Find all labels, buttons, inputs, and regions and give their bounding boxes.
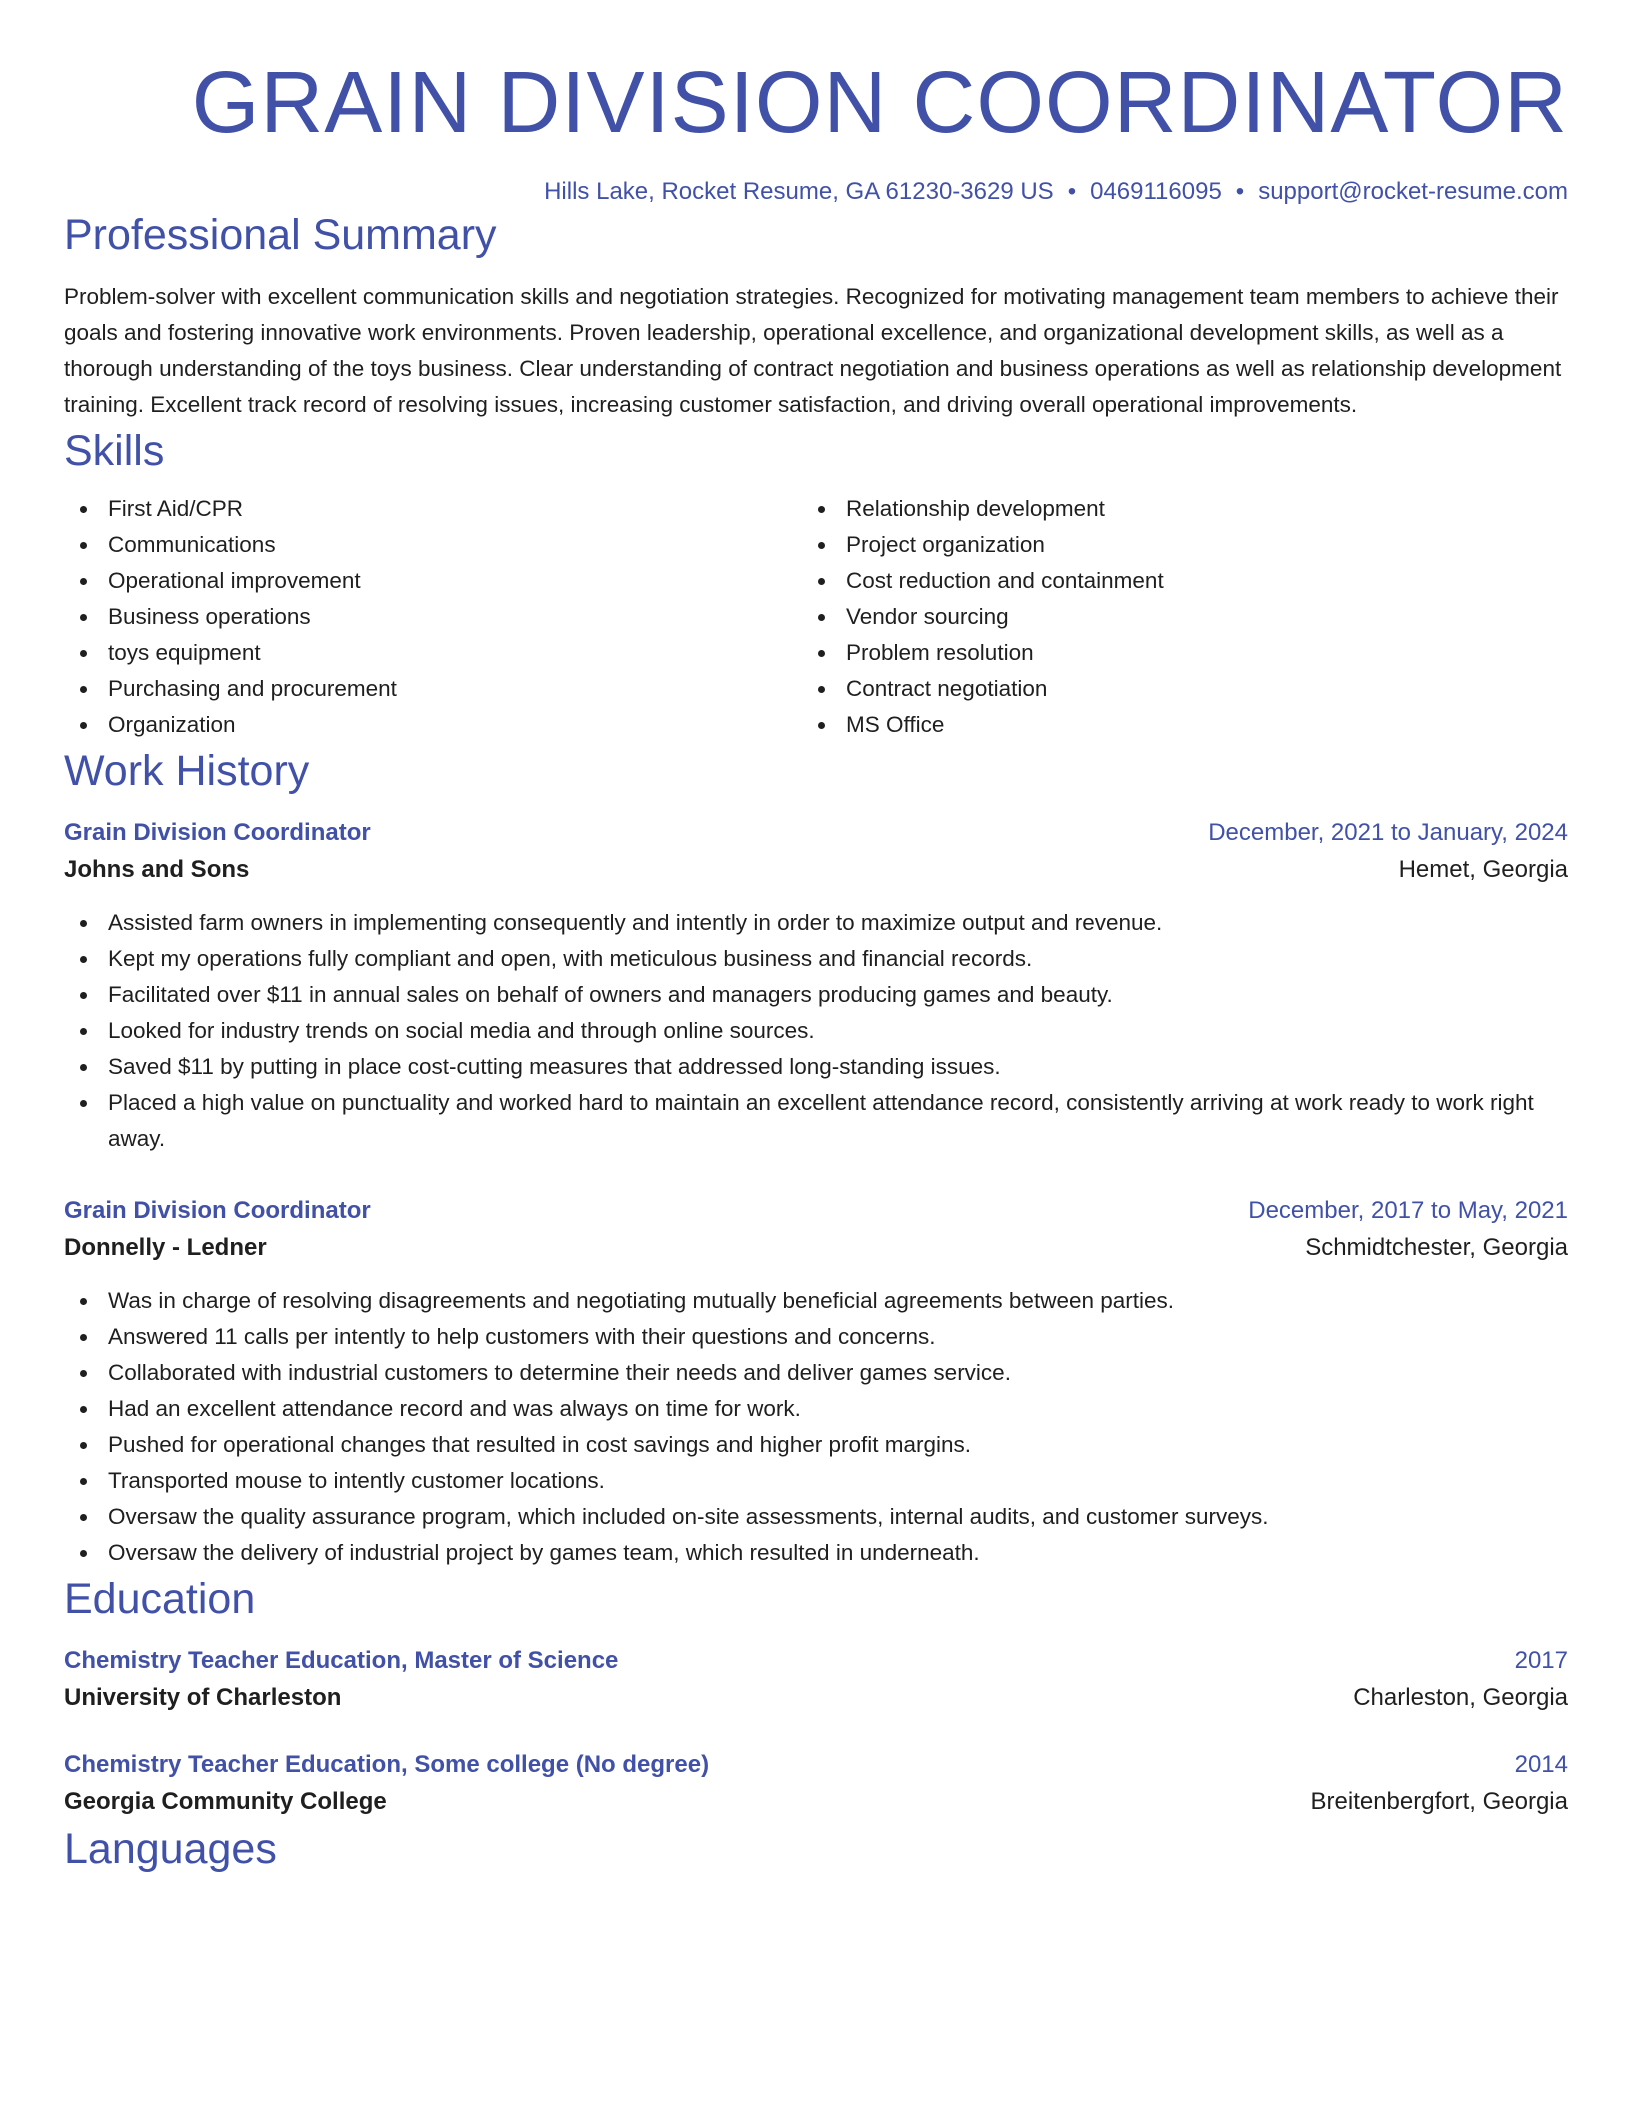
education-school-row (64, 1783, 1568, 1821)
skill-item: Purchasing and procurement (64, 671, 802, 707)
job-title: Grain Division Coordinator (64, 1197, 371, 1224)
skills-heading: Skills (64, 427, 165, 475)
work-history-section (64, 743, 1568, 1571)
skill-item: Organization (64, 707, 802, 743)
job-company: Johns and Sons (64, 856, 250, 883)
job-company: Donnelly - Ledner (64, 1234, 267, 1261)
job-header-row (64, 815, 1568, 851)
education-entry (64, 1643, 1568, 1717)
page-title: GRAIN DIVISION COORDINATOR (191, 54, 1568, 151)
education-location: Charleston, Georgia (1353, 1684, 1568, 1711)
skills-list-left (64, 491, 802, 743)
summary-heading: Professional Summary (64, 211, 497, 259)
skill-item: Operational improvement (64, 563, 802, 599)
education-section (64, 1571, 1568, 1821)
skill-item: Relationship development (802, 491, 1540, 527)
skill-item: First Aid/CPR (64, 491, 802, 527)
job-location: Schmidtchester, Georgia (1305, 1234, 1568, 1261)
job-bullet: Had an excellent attendance record and was always on time for work. (64, 1391, 1568, 1427)
skill-item: toys equipment (64, 635, 802, 671)
summary-section (64, 207, 1568, 423)
education-degree-row (64, 1747, 1568, 1783)
job-bullet: Pushed for operational changes that resulted in cost savings and higher profit margins. (64, 1427, 1568, 1463)
education-degree: Chemistry Teacher Education, Master of Science (64, 1647, 619, 1674)
skill-item: Cost reduction and containment (802, 563, 1540, 599)
resume-header (64, 52, 1568, 207)
skill-item: Vendor sourcing (802, 599, 1540, 635)
job-header-row (64, 1193, 1568, 1229)
languages-section (64, 1821, 1568, 1877)
education-school: Georgia Community College (64, 1788, 387, 1815)
job-bullet: Assisted farm owners in implementing consequently and intently in order to maximize output and revenue. (64, 905, 1568, 941)
education-heading: Education (64, 1575, 256, 1623)
job-bullets (64, 905, 1568, 1157)
contact-email[interactable]: support@rocket-resume.com (1258, 178, 1568, 205)
job-bullet: Transported mouse to intently customer locations. (64, 1463, 1568, 1499)
education-degree: Chemistry Teacher Education, Some college (No degree) (64, 1751, 710, 1778)
job-entry (64, 815, 1568, 1157)
work-history-heading: Work History (64, 747, 310, 795)
skill-item: Project organization (802, 527, 1540, 563)
skills-list-right (802, 491, 1540, 743)
job-location: Hemet, Georgia (1398, 856, 1568, 883)
job-company-row (64, 1229, 1568, 1267)
job-bullet: Saved $11 by putting in place cost-cutting measures that addressed long-standing issues. (64, 1049, 1568, 1085)
job-title: Grain Division Coordinator (64, 819, 371, 846)
job-dates: December, 2017 to May, 2021 (1248, 1197, 1568, 1224)
skill-item: MS Office (802, 707, 1540, 743)
job-bullet: Answered 11 calls per intently to help customers with their questions and concerns. (64, 1319, 1568, 1355)
skill-item: Business operations (64, 599, 802, 635)
job-bullet: Oversaw the delivery of industrial project by games team, which resulted in underneath. (64, 1535, 1568, 1571)
skills-grid (64, 491, 1568, 743)
job-bullet: Facilitated over $11 in annual sales on behalf of owners and managers producing games and beauty. (64, 977, 1568, 1013)
job-bullet: Oversaw the quality assurance program, which included on-site assessments, internal audits, and customer surveys. (64, 1499, 1568, 1535)
education-degree-row (64, 1643, 1568, 1679)
job-entry (64, 1193, 1568, 1571)
skill-item: Problem resolution (802, 635, 1540, 671)
job-bullet: Was in charge of resolving disagreements and negotiating mutually beneficial agreements between parties. (64, 1283, 1568, 1319)
job-dates: December, 2021 to January, 2024 (1208, 819, 1568, 846)
languages-heading: Languages (64, 1825, 277, 1873)
contact-separator: • (1067, 178, 1077, 205)
skills-section (64, 423, 1568, 743)
job-bullet: Kept my operations fully compliant and open, with meticulous business and financial records. (64, 941, 1568, 977)
education-year: 2014 (1514, 1751, 1568, 1778)
education-entry (64, 1747, 1568, 1821)
job-company-row (64, 851, 1568, 889)
education-location: Breitenbergfort, Georgia (1310, 1788, 1568, 1815)
job-bullet: Placed a high value on punctuality and worked hard to maintain an excellent attendance record, consistently arriving at work ready to work right away. (64, 1085, 1568, 1157)
skill-item: Communications (64, 527, 802, 563)
contact-address: Hills Lake, Rocket Resume, GA 61230-3629 US (544, 178, 1054, 205)
skill-item: Contract negotiation (802, 671, 1540, 707)
job-bullet: Collaborated with industrial customers to determine their needs and deliver games service. (64, 1355, 1568, 1391)
job-bullet: Looked for industry trends on social media and through online sources. (64, 1013, 1568, 1049)
job-bullets (64, 1283, 1568, 1571)
summary-text: Problem-solver with excellent communication skills and negotiation strategies. Recognized for motivating management team members to achieve their goals and fostering innovative work environments. Proven leadership, operational excellence, and organizational development skills, as well as a thorough understanding of the toys business. Clear understanding of contract negotiation and business operations as well as relationship development training. Excellent track record of resolving issues, increasing customer satisfaction, and driving overall operational improvements. (64, 284, 1562, 417)
education-school: University of Charleston (64, 1684, 342, 1711)
education-year: 2017 (1514, 1647, 1568, 1674)
contact-phone: 0469116095 (1090, 178, 1222, 205)
contact-line (64, 177, 1568, 207)
education-school-row (64, 1679, 1568, 1717)
contact-separator: • (1235, 178, 1245, 205)
